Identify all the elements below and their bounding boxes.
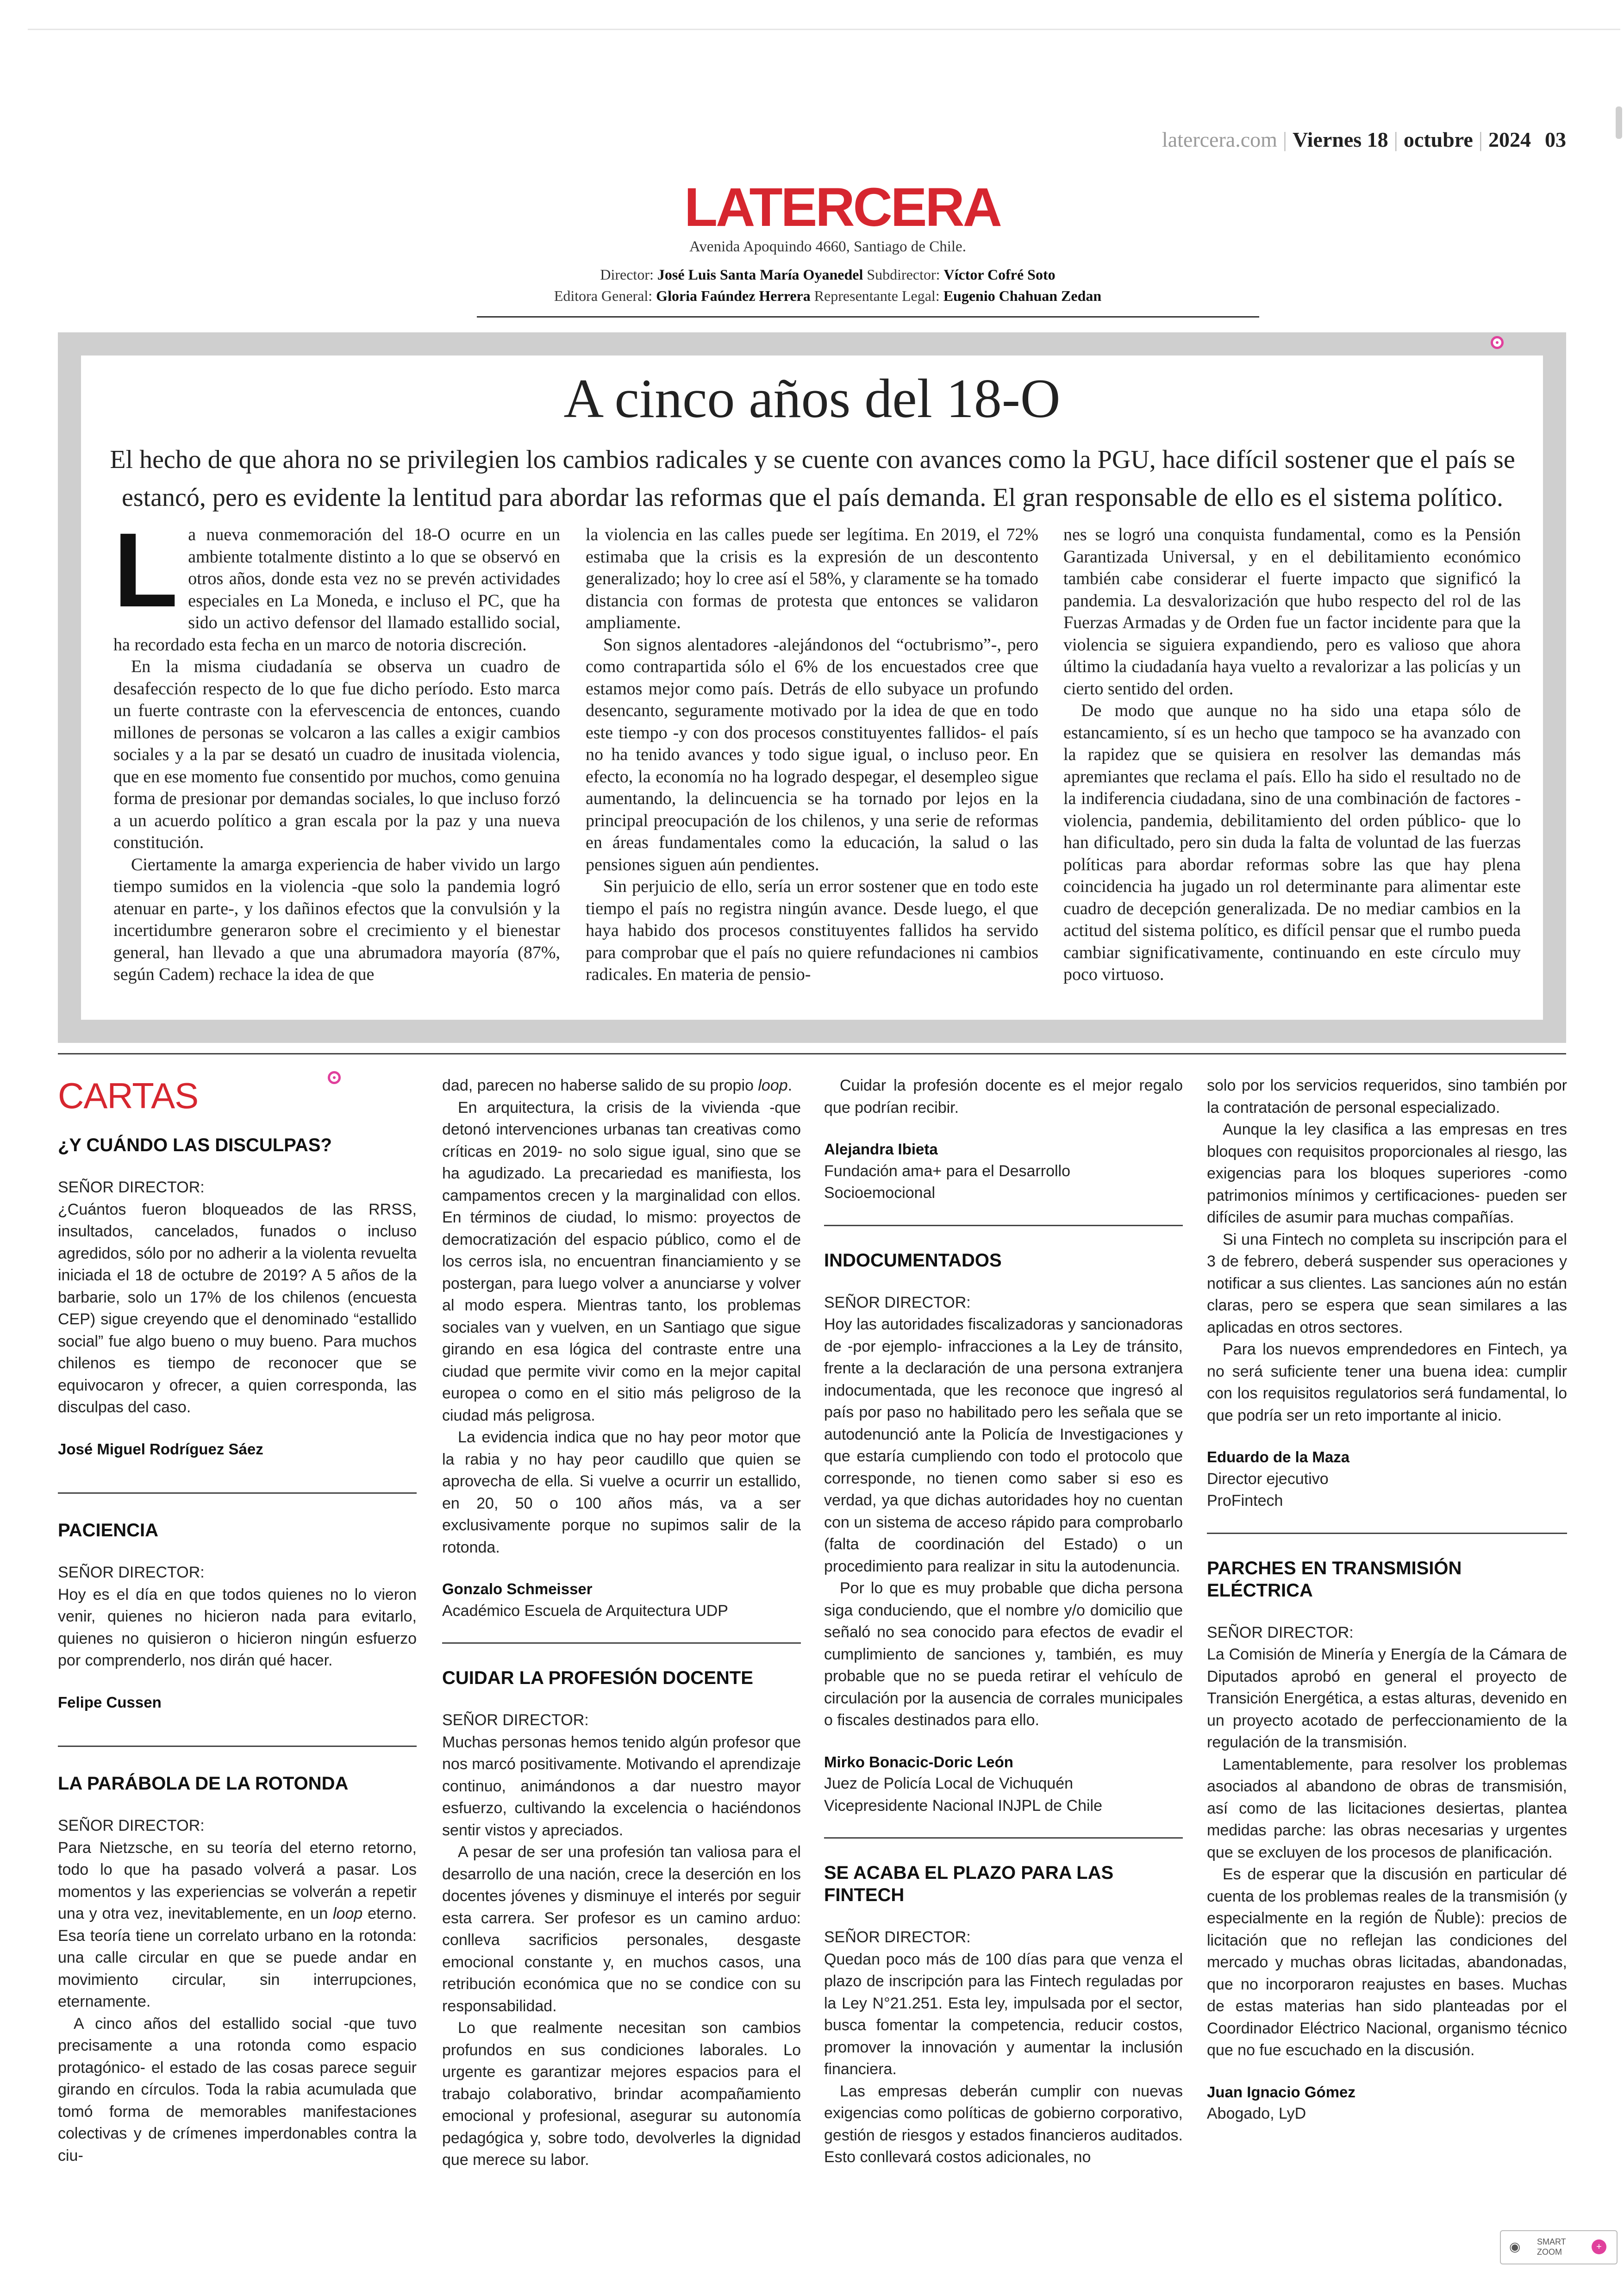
letter-body: Para Nietzsche, en su teoría del eterno retorno, todo lo que ha pasado volverá a pasar. Los momentos y las experiencias se volverán a repetir una y otra vez, inevitablemente, en un loop eterno. Esa teoría tiene un correlato urbano en la rotonda: una calle circular en que se puede andar en movimiento circular, sin interrupciones, eternamente. A cinco años del estallido social -que tuvo precisamente a una rotonda como espacio protagónico- el estado de las cosas parece seguir girando en círculos. Toda la rabia acumulada que tomó forma de memorables manifestaciones colectivas y de crímenes imperdonables contra la ciu- xyxy=(58,1839,417,2164)
zoom-label: ZOOM xyxy=(1537,2247,1562,2257)
salutation: SEÑOR DIRECTOR: xyxy=(58,1179,205,1196)
letter-body: Muchas personas hemos tenido algún profesor que nos marcó positivamente. Motivando el aprendizaje continuo, animándonos a dar nuestro mayor esfuerzo, cultivando la excelencia o haciéndonos sentir vistos y apreciados. A pesar de ser una profesión tan valiosa para el desarrollo de una nación, crece la deserción en los docentes jóvenes y disminuye el interés por seguir esta carrera. Ser profesor es un camino arduo: conlleva sacrificios personales, desgaste emocional constante y, en muchos casos, una retribución económica que no se condice con su responsabilidad. Lo que realmente necesitan son cambios profundos en sus condiciones laborales. Lo urgente es garantizar mejores espacios para el trabajo colaborativo, brindar acompañamiento emocional y profesional, asegurar su autonomía pedagógica y, sobre todo, devolverles la dignidad que merece su labor. xyxy=(442,1733,801,2169)
letters-column-1 xyxy=(58,1134,417,2167)
dropcap: L xyxy=(113,511,178,629)
letter-divider xyxy=(58,1492,417,1494)
eye-icon: ◉ xyxy=(1509,2239,1521,2254)
letter-heading: CUIDAR LA PROFESIÓN DOCENTE xyxy=(442,1668,753,1688)
editora-name: Gloria Faúndez Herrera xyxy=(656,287,811,304)
letter-body-continued: Cuidar la profesión docente es el mejor regalo que podrían recibir. xyxy=(824,1077,1183,1116)
subdirector-label: Subdirector: xyxy=(867,266,940,283)
salutation: SEÑOR DIRECTOR: xyxy=(58,1817,205,1834)
letter-heading: INDOCUMENTADOS xyxy=(824,1250,1002,1271)
share-dot-icon[interactable] xyxy=(1491,336,1504,349)
masthead-logo: LATERCERA xyxy=(684,177,1000,238)
letter-body: La Comisión de Minería y Energía de la Cámara de Diputados aprobó en general el proyecto de Transición Energética, a estas alturas, devenido en un proyecto acotado de perfeccionamiento de la regulación de la transmisión. Lamentablemente, para resolver los problemas asociados al abandono de obras de transmisión, así como de las licitaciones desiertas, plantea medidas parche: las obras necesarias y urgentes que se excluyen de los procesos de planificación. Es de esperar que la discusión en particular dé cuenta de los problemas reales de la transmisión (y especialmente en la región de Ñuble): precios de licitación que no reflejan las condiciones del mercado y muchas obras licitadas, abandonadas, que no incorporaron reajustes en bases. Muchas de estas materias han sido planteadas por el Coordinador Eléctrico Nacional, organismo técnico que no fue escuchado en la discusión. xyxy=(1207,1646,1567,2059)
rep-label: Representante Legal: xyxy=(814,287,940,304)
letter-affiliation: ProFintech xyxy=(1207,1492,1283,1509)
zoom-label: SMART xyxy=(1537,2237,1566,2246)
zoom-button[interactable]: + xyxy=(1592,2239,1606,2254)
salutation: SEÑOR DIRECTOR: xyxy=(1207,1623,1354,1641)
letter-affiliation: Fundación ama+ para el Desarrollo Socioemocional xyxy=(824,1162,1071,1202)
letters-column-3 xyxy=(824,1075,1183,2169)
letter-affiliation: Director ejecutivo xyxy=(1207,1470,1329,1488)
letter-signature: Juan Ignacio Gómez xyxy=(1207,2083,1355,2101)
masthead-rule xyxy=(477,316,1259,318)
letter-affiliation: Abogado, LyD xyxy=(1207,2105,1306,2122)
editorial-paragraph: Ciertamente la amarga experiencia de haber vivido un largo tiempo sumidos en la violencia -que solo la pandemia logró atenuar en parte-, y los dañinos efectos que la convulsión y la incertidumbre generaron sobre el crecimiento y el bienestar general, han llevado a que una abrumadora mayoría (87%, según Cadem) rechace la idea de que xyxy=(113,854,560,984)
cartas-section-title: CARTAS xyxy=(58,1075,199,1116)
editorial-paragraph: En la misma ciudadanía se observa un cuadro de desafección respecto de lo que fue dicho período. Esto marca un fuerte contraste con la efervescencia de entonces, cuando millones de personas se volcaron a las calles a exigir cambios sociales y a la par se desató un cuadro de inusitada violencia, que en ese momento fue consentido por muchos, como genuina forma de presionar por demandas sociales, lo que incluso forzó a un acuerdo político a gran escala por la paz y una nueva constitución. xyxy=(113,657,560,852)
editorial-paragraph: Sin perjuicio de ello, sería un error sostener que en todo este tiempo el país no registra ningún avance. Desde luego, el que haya habido dos procesos constituyentes fallidos ha servido para comprobar que el país no quiere refundaciones ni cambios radicales. En materia de pensio- xyxy=(586,877,1038,984)
letter-affiliation: Académico Escuela de Arquitectura UDP xyxy=(442,1602,728,1620)
letter-body: Quedan poco más de 100 días para que venza el plazo de inscripción para las Fintech reguladas por la Ley N°21.251. Esta ley, impulsada por el sector, busca fomentar la competencia, reducir costos, promover la innovación y aumentar la inclusión financiera. Las empresas deberán cumplir con nuevas exigencias como políticas de gobierno corporativo, gestión de riesgos y estados financieros auditados. Esto conllevará costos adicionales, no xyxy=(824,1950,1183,2166)
letter-heading: LA PARÁBOLA DE LA ROTONDA xyxy=(58,1773,349,1794)
letter-signature: Eduardo de la Maza xyxy=(1207,1448,1350,1466)
editorial-paragraph: La nueva conmemoración del 18-O ocurre en un ambiente totalmente distinto a lo que se observó en otros años, donde esta vez no se prevén actividades especiales en La Moneda, e incluso el PC, que ha sido un activo defensor del llamado estallido social, ha recordado esta fecha en un marco de notoria discreción. xyxy=(113,511,560,655)
letter-affiliation: Juez de Policía Local de Vichuquén xyxy=(824,1775,1074,1792)
letters-column-4 xyxy=(1207,1075,1567,2125)
director-name: José Luis Santa María Oyanedel xyxy=(657,266,863,283)
letter-body: Hoy las autoridades fiscalizadoras y sancionadoras de -por ejemplo- infracciones a la Ley de tránsito, frente a la declaración de una persona extranjera indocumentada, que les reconoce que ingresó al país por paso no habilitado pero les señala que se autodenunció ante la Policía de Investigaciones y que estaría cumpliendo con todo el protocolo que corresponde, no tienen como saber si eso es verdad, ya que dichas autoridades hoy no cuentan con un sistema de acceso rápido para comprobarlo (falta de coordinación del Estado) o un procedimiento para realizar in situ la autodenuncia. Por lo que es muy probable que dicha persona siga conduciendo, que el nombre y/o domicilio que señaló no sea conocido para efectos de evadir el cumplimiento de sanciones y, también, es muy probable que no se pueda retirar el vehículo de circulación por la ausencia de corrales municipales o fiscales destinados para ello. xyxy=(824,1316,1183,1729)
editorial-paragraph: nes se logró una conquista fundamental, como es la Pensión Garantizada Universal, y en el debilitamiento económico también cabe considerar el fuerte impacto que significó la pandemia. La desvalorización que hubo respecto del rol de las Fuerzas Armadas y de Orden fue un factor incidente para que la violencia se siguiera expandiendo, pero es valioso que ahora último la ciudadanía haya vuelto a revalorizar a las policías y un cierto sentido del orden. xyxy=(1063,525,1521,698)
masthead-staff xyxy=(370,264,1285,306)
letter-heading: SE ACABA EL PLAZO PARA LAS FINTECH xyxy=(824,1863,1114,1905)
editora-label: Editora General: xyxy=(554,287,653,304)
letter-signature: Felipe Cussen xyxy=(58,1693,162,1711)
letter-divider xyxy=(442,1642,801,1644)
letter-signature: Gonzalo Schmeisser xyxy=(442,1580,593,1597)
page-number: 03 xyxy=(1545,128,1566,151)
page-folio: latercera.com | Viernes 18 | octubre | 2024 03 xyxy=(1162,128,1566,151)
site-url[interactable]: latercera.com xyxy=(1162,128,1277,151)
letter-body-continued: solo por los servicios requeridos, sino también por la contratación de personal especializado. Aunque la ley clasifica a las empresas en tres bloques con requisitos proporcionales al riesgo, las exigencias para los bloques superiores -como patrimonios mínimos y certificaciones- pueden ser difíciles de asumir para muchas compañías. Si una Fintech no completa su inscripción para el 3 de febrero, deberá suspender sus operaciones y notificar a sus clientes. Las sanciones aún no están claras, pero se espera que sean similares a las aplicadas en otros sectores. Para los nuevos emprendedores en Fintech, ya no será suficiente tener una buena idea: cumplir con los requisitos regulatorios será fundamental, lo que podría ser un reto importante al inicio. xyxy=(1207,1077,1567,1424)
section-divider xyxy=(58,1053,1566,1054)
folio-month: octubre xyxy=(1403,128,1473,151)
letter-heading: PARCHES EN TRANSMISIÓN ELÉCTRICA xyxy=(1207,1558,1462,1601)
rep-name: Eugenio Chahuan Zedan xyxy=(943,287,1102,304)
editorial-lead: El hecho de que ahora no se privilegien los cambios radicales y se cuente con avances como la PGU, hace difícil sostener que el país se estancó, pero es evidente la lentitud para abordar las reformas que el país demanda. El gran responsable de ello es el sistema político. xyxy=(110,445,1515,512)
letter-divider xyxy=(824,1225,1183,1226)
folio-day: Viernes 18 xyxy=(1293,128,1388,151)
letters-column-2 xyxy=(442,1075,801,2171)
share-dot-icon[interactable] xyxy=(328,1071,341,1084)
letter-body: ¿Cuántos fueron bloqueados de las RRSS, insultados, cancelados, funados o incluso agredidos, sólo por no adherir a la violenta revuelta iniciada el 18 de octubre de 2019? A 5 años de la barbarie, solo un 17% de los chilenos (encuesta CEP) sigue creyendo que el denominado “estallido social” fue algo bueno o muy bueno. Para muchos chilenos es tiempo de reconocer que se equivocaron y ofrecer, a quien corresponda, las disculpas del caso. xyxy=(58,1200,417,1416)
letter-divider xyxy=(58,1746,417,1747)
top-divider xyxy=(28,29,1620,30)
editorial-paragraph: De modo que aunque no ha sido una etapa sólo de estancamiento, sí es un hecho que tampoco se ha avanzado con la rapidez que se quisiera en resolver las demandas más apremiantes que reclama el país. Ello ha sido el resultado no de la indiferencia ciudadana, sino de una combinación de factores -violencia, pandemia, debilitamiento del orden público- que lo han dificultado, pero sin duda la falta de voluntad de las fuerzas políticas para abordar reformas sobre las que hay plena coincidencia ha jugado un rol determinante para alimentar este cuadro de decepción generalizada. De no mediar cambios en la actitud del sistema político, es difícil pensar que el rumbo pueda cambiar significativamente, continuando en este círculo muy poco virtuoso. xyxy=(1063,701,1521,984)
letter-body-continued: dad, parecen no haberse salido de su propio loop. En arquitectura, la crisis de la vivienda -que detonó intervenciones urbanas tan creativas como críticas en 2019- no solo sigue igual, sino que se ha agudizado. La precariedad es manifiesta, los campamentos crecen y la marginalidad con ellos. En términos de ciudad, lo mismo: proyectos de democratización del espacio público, como el de los cerros isla, no encuentran financiamiento y se postergan, para luego volver a anunciarse y volver al modo espera. Mientras tanto, los problemas sociales van y vuelven, en un Santiago que sigue girando en esa lógica del contraste entre una ciudad que permite vivir como en la mejor capital europea o como en el sitio más peligroso de la ciudad más peligrosa. La evidencia indica que no hay peor motor que la rabia y no hay peor caudillo que quien se aprovecha de ella. Si vuelve a ocurrir un estallido, en 20, 50 o 100 años más, va a ser exclusivamente porque no supimos salir de la rotonda. xyxy=(442,1077,801,1556)
masthead-address: Avenida Apoquindo 4660, Santiago de Chile. xyxy=(689,238,966,255)
editorial-paragraph: Son signos alentadores -alejándonos del “octubrismo”-, pero como contrapartida sólo el 6% de los encuestados cree que estamos mejor como país. Detrás de ello subyace un profundo desencanto, seguramente motivado por la idea de que en todo este tiempo -y con dos procesos constituyentes fallidos- el país no ha tenido avances y todo sigue igual, o incluso peor. En efecto, la economía no ha logrado despegar, el desempleo sigue aumentando, la delincuencia se ha tornado por lejos en la principal preocupación de los chilenos, y una serie de reformas en áreas fundamentales como la educación, la salud o las pensiones siguen aún pendientes. xyxy=(586,635,1038,874)
letter-signature: Alejandra Ibieta xyxy=(824,1141,938,1158)
salutation: SEÑOR DIRECTOR: xyxy=(824,1293,971,1311)
letter-signature: José Miguel Rodríguez Sáez xyxy=(58,1440,263,1458)
subdirector-name: Víctor Cofré Soto xyxy=(943,266,1056,283)
letter-divider xyxy=(824,1837,1183,1839)
salutation: SEÑOR DIRECTOR: xyxy=(824,1928,971,1946)
letter-affiliation: Vicepresidente Nacional INJPL de Chile xyxy=(824,1796,1103,1815)
letter-heading: PACIENCIA xyxy=(58,1520,159,1540)
director-label: Director: xyxy=(600,266,654,283)
letter-body: Hoy es el día en que todos quienes no lo vieron venir, quienes no hicieron nada para evitarlo, quienes no quisieron o hicieron ningún esfuerzo por comprenderlo, nos dirán qué hacer. xyxy=(58,1585,417,1669)
editorial-column-2 xyxy=(586,524,1038,986)
scrollbar-thumb[interactable] xyxy=(1616,106,1622,139)
salutation: SEÑOR DIRECTOR: xyxy=(442,1711,589,1729)
smart-zoom-widget[interactable] xyxy=(1500,2230,1618,2264)
letter-divider xyxy=(1207,1533,1567,1534)
letter-signature: Mirko Bonacic-Doric León xyxy=(824,1753,1013,1771)
editorial-paragraph: la violencia en las calles puede ser legítima. En 2019, el 72% estimaba que la crisis es la expresión de un descontento generalizado; hoy lo cree así el 58%, y claramente se ha tomado distancia con formas de protesta que entonces se validaron ampliamente. xyxy=(586,525,1038,632)
editorial-title: A cinco años del 18-O xyxy=(563,368,1061,429)
editorial-column-1 xyxy=(113,511,560,986)
editorial-column-3 xyxy=(1063,524,1521,986)
letter-heading: ¿Y CUÁNDO LAS DISCULPAS? xyxy=(58,1135,332,1155)
folio-year: 2024 xyxy=(1488,128,1531,151)
salutation: SEÑOR DIRECTOR: xyxy=(58,1564,205,1581)
